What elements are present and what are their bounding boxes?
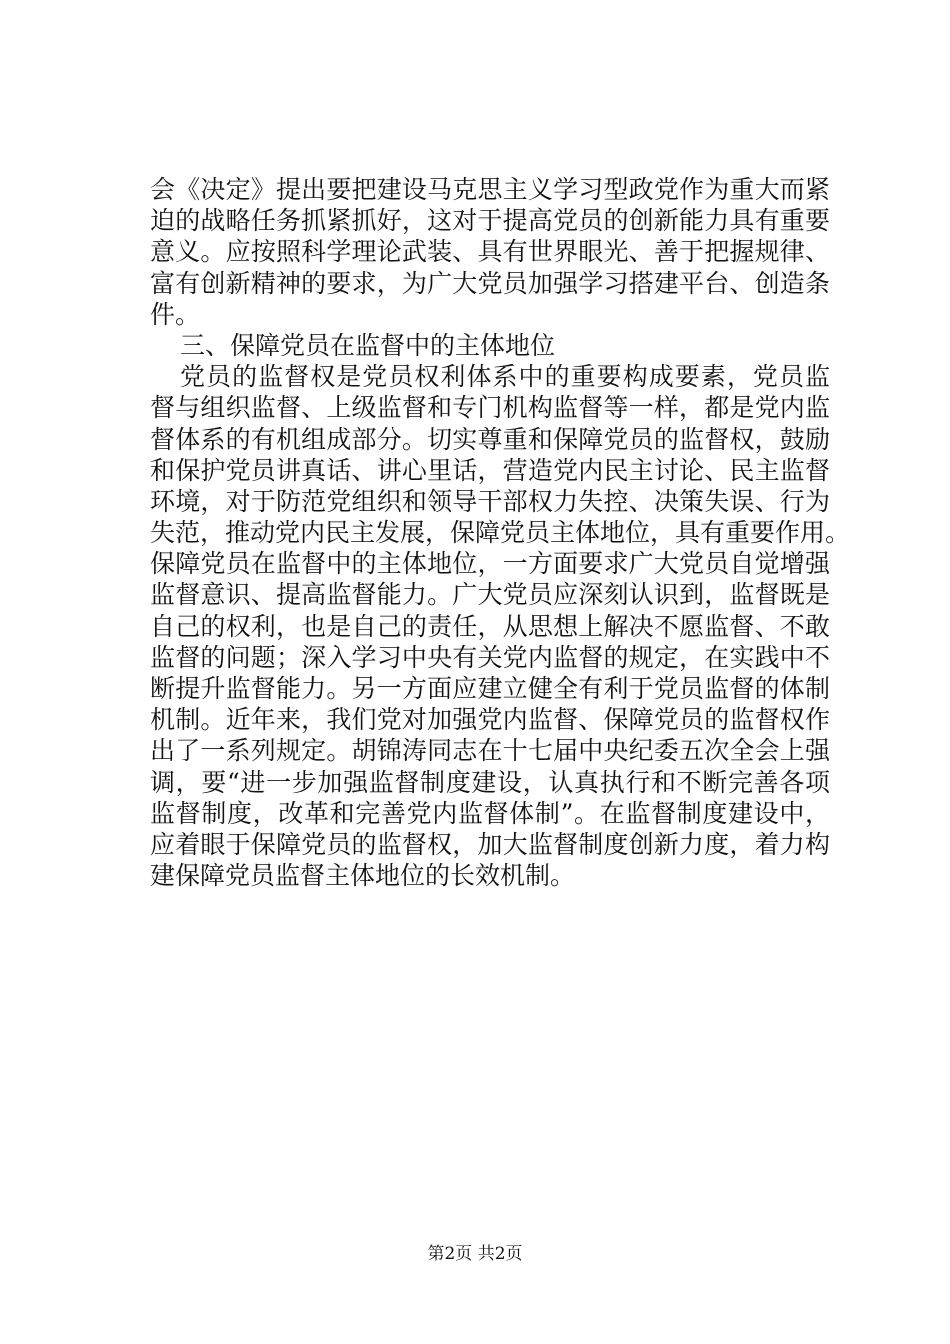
- text-line: 应着眼于保障党员的监督权，加大监督制度创新力度，着力构: [150, 829, 830, 859]
- text-line: 监督的问题；深入学习中央有关党内监督的规定，在实践中不: [150, 642, 830, 672]
- text-line: 监督意识、提高监督能力。广大党员应深刻认识到，监督既是: [150, 580, 830, 610]
- text-line: 迫的战略任务抓紧抓好，这对于提高党员的创新能力具有重要: [150, 206, 830, 236]
- section-heading: 三、保障党员在监督中的主体地位: [180, 330, 556, 360]
- text-line: 党员的监督权是党员权利体系中的重要构成要素，党员监: [180, 362, 830, 392]
- text-line: 机制。近年来，我们党对加强党内监督、保障党员的监督权作: [150, 705, 830, 735]
- text-line: 督体系的有机组成部分。切实尊重和保障党员的监督权，鼓励: [150, 424, 830, 454]
- text-line: 会《决定》提出要把建设马克思主义学习型政党作为重大而紧: [150, 175, 830, 204]
- text-line: 自己的权利，也是自己的责任，从思想上解决不愿监督、不敢: [150, 611, 830, 641]
- page-number-label: 第2页 共2页: [427, 1244, 523, 1264]
- text-line: 出了一系列规定。胡锦涛同志在十七届中央纪委五次全会上强: [150, 736, 830, 766]
- text-line: 意义。应按照科学理论武装、具有世界眼光、善于把握规律、: [150, 237, 830, 267]
- text-line: 和保护党员讲真话、讲心里话，营造党内民主讨论、民主监督: [150, 455, 830, 485]
- text-line: 富有创新精神的要求，为广大党员加强学习搭建平台、创造条: [150, 268, 830, 298]
- text-line: 环境，对于防范党组织和领导干部权力失控、决策失误、行为: [150, 486, 830, 516]
- text-line: 保障党员在监督中的主体地位，一方面要求广大党员自觉增强: [150, 549, 830, 579]
- text-line: 件。: [150, 299, 201, 329]
- text-line: 失范，推动党内民主发展，保障党员主体地位，具有重要作用。: [150, 518, 851, 548]
- document-body: [150, 174, 851, 891]
- text-line: 调，要“进一步加强监督制度建设，认真执行和不断完善各项: [150, 767, 830, 797]
- text-line: 建保障党员监督主体地位的长效机制。: [150, 861, 576, 891]
- text-line: 断提升监督能力。另一方面应建立健全有利于党员监督的体制: [150, 674, 830, 703]
- text-line: 督与组织监督、上级监督和专门机构监督等一样，都是党内监: [150, 393, 830, 423]
- page-footer: [0, 1244, 950, 1264]
- text-line: 监督制度，改革和完善党内监督体制”。在监督制度建设中，: [150, 798, 830, 828]
